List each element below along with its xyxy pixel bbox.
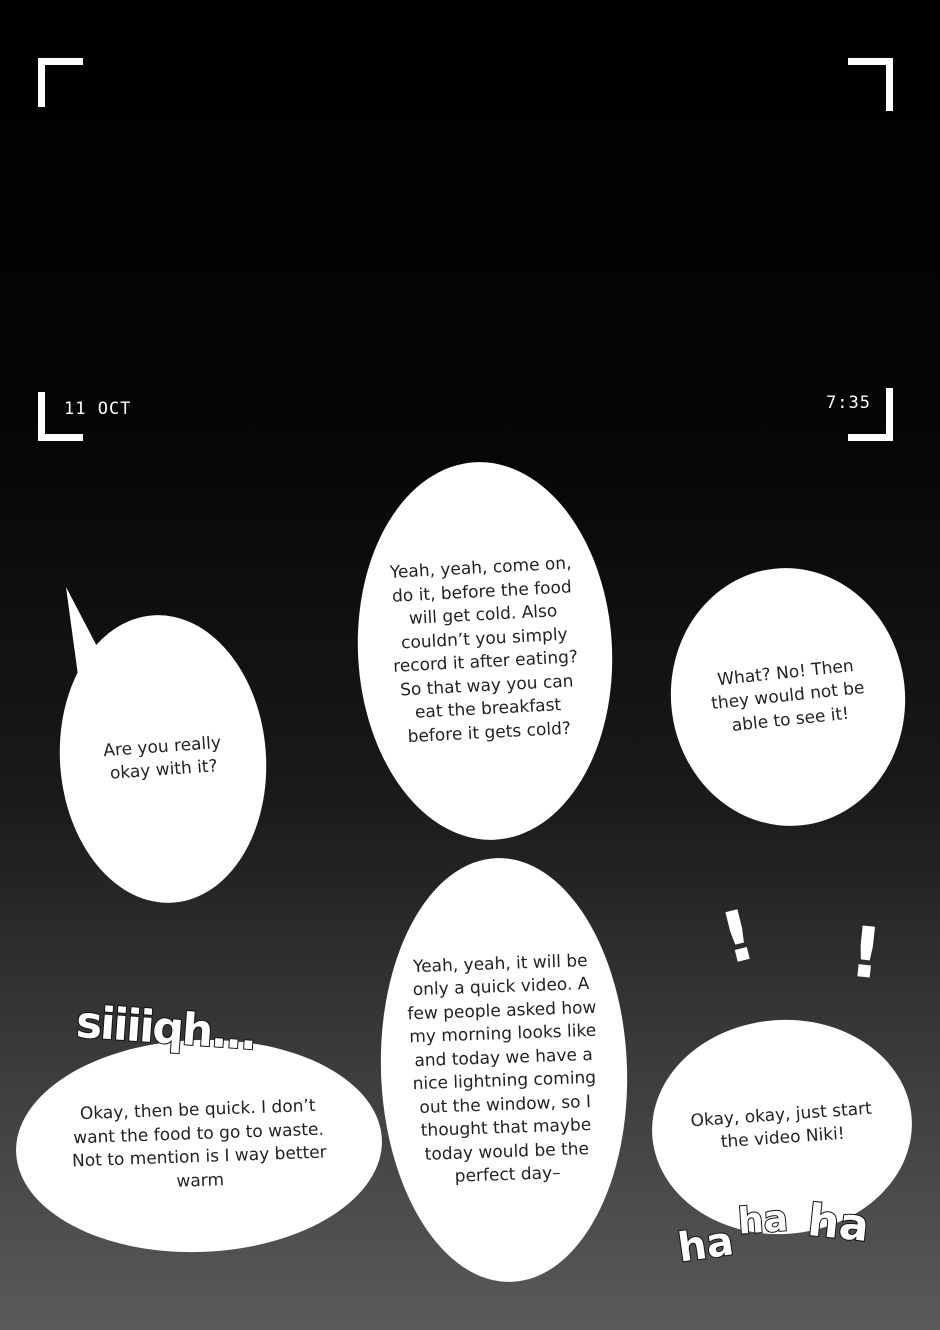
laugh-sound-effect-3: ha (805, 1194, 872, 1253)
recording-date: 11 OCT (64, 399, 132, 419)
bubble-text: Are you really okay with it? (102, 732, 222, 784)
sigh-sound-effect: siiiiqh... (74, 996, 258, 1061)
speech-bubble-come-on (348, 456, 621, 847)
viewfinder-corner-top-right (848, 58, 893, 111)
exclamation-mark-left: ! (712, 893, 764, 981)
laugh-sound-effect-2: ha (736, 1198, 790, 1243)
bubble-text: Yeah, yeah, come on, do it, before the food will get cold. Also couldn’t you simply record it after eating? So that way you can eat the breakfast before it gets cold? (389, 553, 579, 747)
laugh-sound-effect-1: ha (675, 1218, 737, 1272)
bubble-text: Yeah, yeah, it will be only a quick video. A few people asked how my morning looks like and today we have a nice lightning coming out the window, so I thought that maybe today would be the perfect day– (407, 950, 597, 1187)
speech-bubble-be-quick (12, 1034, 385, 1259)
exclamation-mark-right: ! (845, 910, 887, 996)
speech-bubble-what-no (658, 556, 918, 837)
bubble-text: Okay, then be quick. I don’t want the food to go to waste. Not to mention is I way better warm (71, 1095, 327, 1192)
bubble-text: What? No! Then they would not be able to see it! (710, 655, 866, 736)
recording-time: 7:35 (826, 393, 871, 413)
bubble-text: Okay, okay, just start the video Niki! (689, 1098, 873, 1153)
speech-bubble-quick-video (374, 854, 635, 1286)
viewfinder-corner-top-left (38, 58, 83, 107)
